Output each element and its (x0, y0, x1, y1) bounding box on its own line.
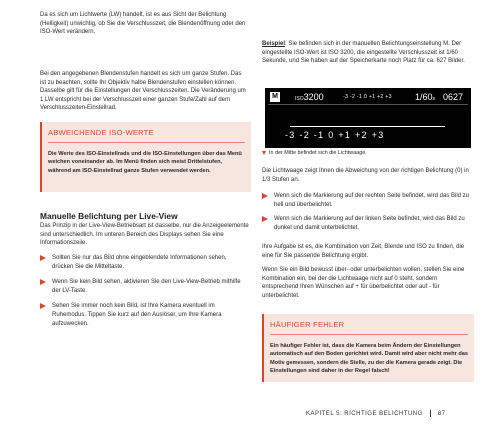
info-box-divider (270, 334, 468, 335)
shutter-readout: 1/60s (415, 92, 436, 102)
paragraph-live-view: Das Prinzip in der Live-View-Betriebsart ist dasselbe, nur die Anzeigeelemente sind unterschiedlich. Im unteren Bereich des Displays sehen Sie eine Informationszeile. (40, 223, 249, 247)
info-box-text: Ein häufiger Fehler ist, dass die Kamera beim Ändern der Einstellungen automatisch auf den Boden gerichtet wird. Damit wird aber nicht mehr das Motiv gemessen, sondern die Stelle, zu der die Kamera gerade zeigt. Die Einstellungen sind daher in der Regel falsch! (270, 343, 468, 375)
list-item: Wenn sich die Markierung auf der rechten Seite befindet, wird das Bild zu hell und überbelichtet. (262, 192, 472, 209)
page-number: 87 (437, 411, 446, 418)
lichtwaage-list (262, 192, 472, 238)
figure-caption: In der Mitte befindet sich die Lichtwaage. (262, 150, 367, 156)
list-item: Sehen Sie immer noch kein Bild, ist Ihre Kamera eventuell im Ruhemodus. Tippen Sie kurz auf den Auslöser, um Ihre Kamera aufzuwecken. (40, 302, 249, 328)
chapter-label: KAPITEL 5: RICHTIGE BELICHTUNG (306, 411, 423, 418)
info-box-title: HÄUFIGER FEHLER (270, 320, 345, 329)
list-item: Sollten Sie nur das Bild ohne eingeblendete Informationen sehen, drücken Sie die Mitteltaste. (40, 254, 249, 271)
mode-indicator: M (270, 92, 280, 102)
arrow-bullet-icon (40, 279, 46, 285)
arrow-bullet-icon (40, 255, 46, 261)
info-box-fehler (262, 314, 474, 382)
iso-readout: ISO3200 (295, 92, 324, 102)
arrow-bullet-icon (40, 303, 46, 309)
display-divider (268, 104, 468, 105)
info-box-divider (48, 142, 245, 143)
exposure-scale-small: -3 -2 -1 0 +1 +2 +3 (343, 94, 392, 100)
paragraph-lichtwerte: Da es sich um Lichtwerte (LW) handelt, ist es aus Sicht der Belichtung (Helligkeit) unwichtig, ob Sie die Verschlusszeit, die Blendenöffnung oder den ISO-Wert verändern. (40, 12, 246, 36)
paragraph-ueberbelichten: Wenn Sie ein Bild bewusst über- oder unterbelichten wollen, stellen Sie eine Kombination ein, bei der die Lichtwaage nicht auf 0 steht, sondern entsprechend Ihren Wünschen auf + für überbelichtet oder auf - für unterbelichtet. (262, 267, 465, 299)
info-box-text: Die Werte des ISO-Einstellrads und die ISO-Einstellungen über das Menü weichen voneinander ab. Im Menü finden sich meist Drittelstufen, während am ISO-Einstellrad ganze Stufen verwendet werden. (48, 151, 242, 174)
instruction-list (40, 254, 249, 335)
paragraph-example: Beispiel: Sie befinden sich in der manuellen Belichtungseinstellung M. Der eingestellte ISO-Wert ist ISO 3200, die eingestellte Verschlusszeit ist 1/60 Sekunde, und Sie haben auf der Speicherkarte noch Platz für ca. 627 Bilder. (262, 41, 465, 65)
list-item: Wenn Sie kein Bild sehen, aktivieren Sie den Live-View-Betrieb mithilfe der LV-Taste. (40, 278, 249, 295)
paragraph-aufgabe: Ihre Aufgabe ist es, die Kombination von Zeit, Blende und ISO zu finden, die eine für Sie passende Belichtung ergibt. (262, 244, 465, 259)
arrow-bullet-icon (262, 216, 268, 222)
exposure-scale-large: -3 -2 -1 0 +1 +2 +3 (285, 130, 385, 140)
info-box-title: ABWEICHENDE ISO-WERTE (48, 128, 154, 137)
paragraph-lichtwaage: Die Lichtwaage zeigt Ihnen die Abweichung von der richtigen Belichtung (0) in 1/3 Stufen an. (262, 168, 469, 183)
list-item: Wenn sich die Markierung auf der linken Seite befindet, wird das Bild zu dunkel und damit unterbelichtet. (262, 215, 472, 232)
paragraph-blendenstufen: Bei den angegebenen Blendenstufen handelt es sich um ganze Stufen. Das ist zu beachten, sollte Ihr Objektiv halbe Blendenstufen einstellen können. Dasselbe gilt für die Einstellungen der Verschlusszeiten. Die Veränderung um 1 LW entspricht bei der Verschlusszeit einer ganzen Stufe/Zahl auf dem Verschlusszeiten-Einstellrad. (40, 71, 246, 112)
caption-triangle-icon (262, 151, 266, 155)
arrow-bullet-icon (262, 193, 268, 199)
camera-display-figure (265, 88, 471, 148)
shots-remaining: 0627 (443, 92, 464, 102)
section-heading: Manuelle Belichtung per Live-View (40, 211, 178, 221)
info-box-iso (40, 122, 251, 192)
page-footer (306, 410, 446, 417)
footer-divider (430, 410, 431, 417)
